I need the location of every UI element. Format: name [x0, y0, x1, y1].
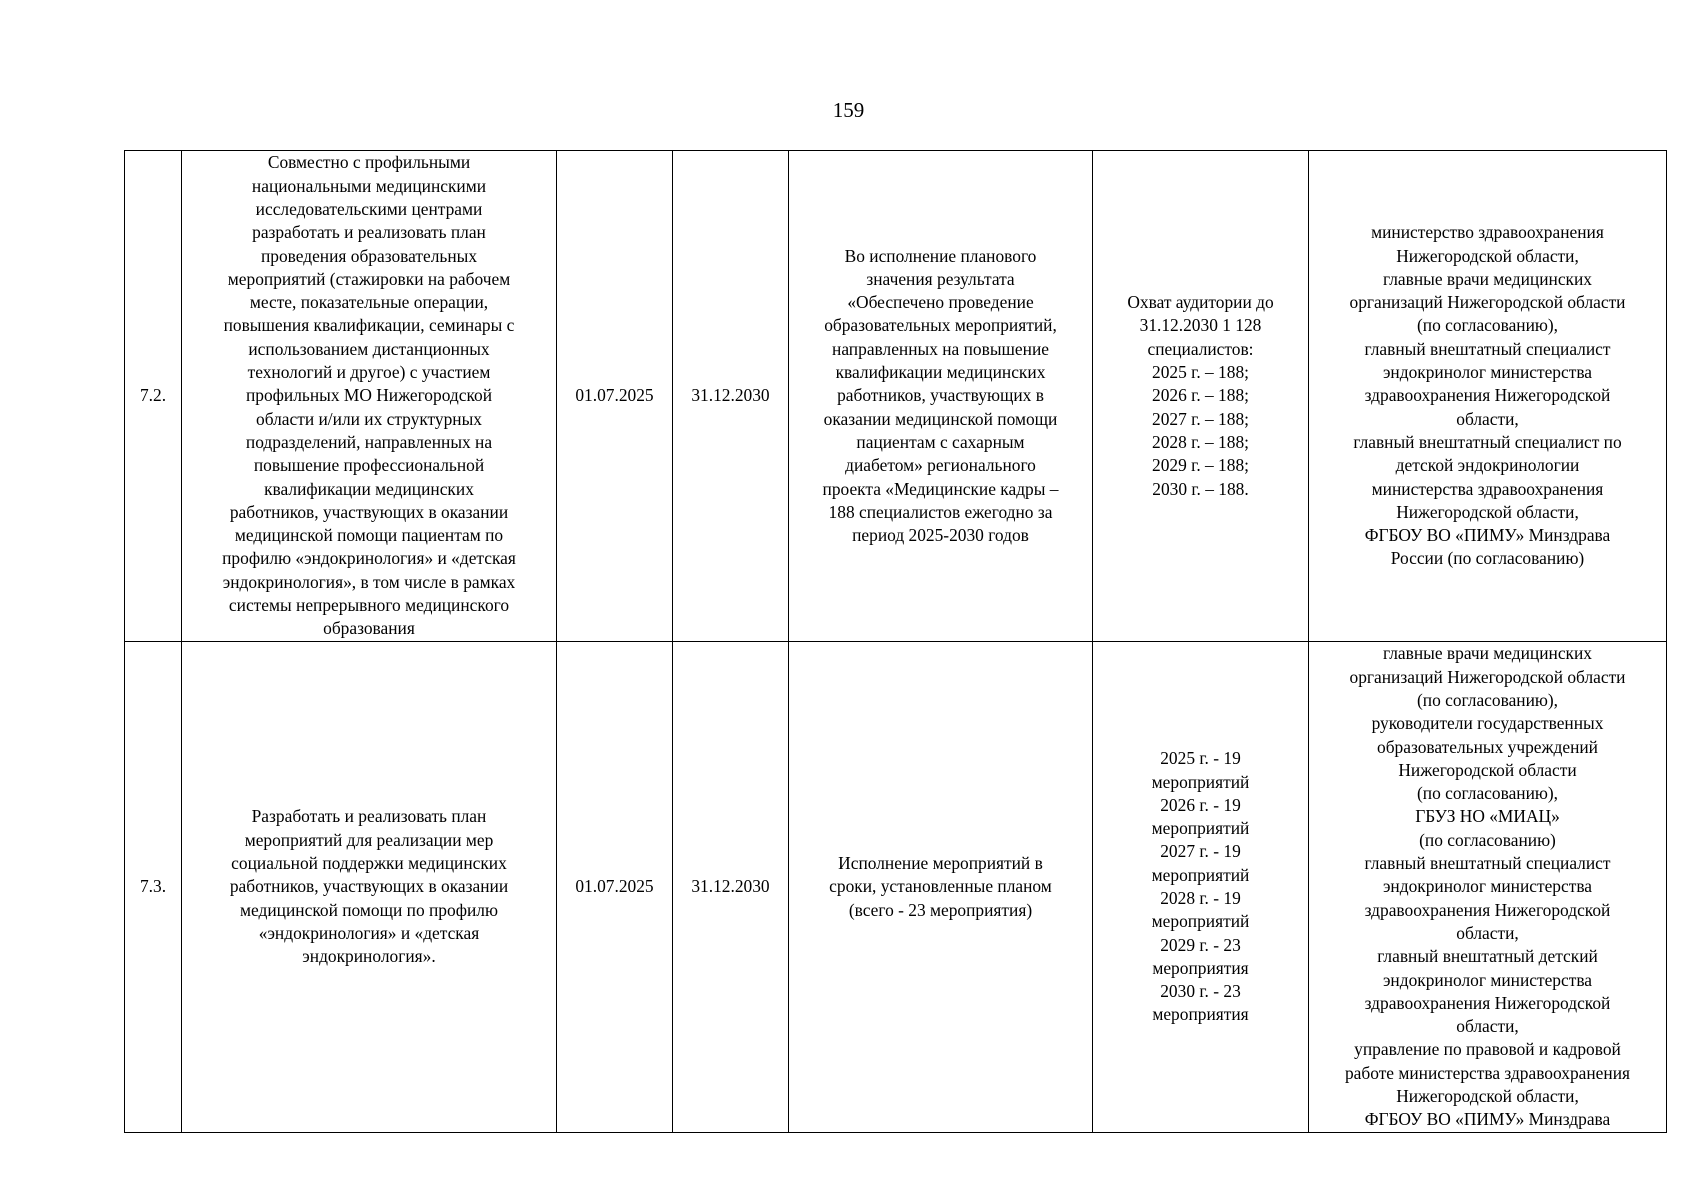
text-line: мероприятий: [1151, 864, 1250, 885]
table-row: [125, 151, 1667, 642]
text-line: мероприятий: [1151, 818, 1250, 839]
text-line: главный внештатный специалист по: [1353, 431, 1622, 452]
text-line: технологий и другое) с участием: [247, 362, 491, 383]
text-line: здравоохранения Нижегородской: [1364, 385, 1611, 406]
text-line: Совместно с профильными: [267, 152, 471, 173]
text-line: использованием дистанционных: [248, 338, 490, 359]
text-line: подразделений, направленных на: [245, 431, 493, 452]
text-line: ФГБОУ ВО «ПИМУ» Минздрава: [1364, 1109, 1611, 1130]
text-line: эндокринология».: [302, 946, 436, 967]
text-line: проекта «Медицинские кадры –: [822, 478, 1059, 499]
responsible-cell: [1309, 151, 1667, 642]
text-line: Исполнение мероприятий в: [838, 853, 1043, 874]
text-line: детской эндокринологии: [1395, 455, 1580, 476]
text-line: главный внештатный специалист: [1364, 853, 1611, 874]
text-line: 2027 г. – 188;: [1152, 408, 1249, 429]
text-line: социальной поддержки медицинских: [231, 853, 507, 874]
text-line: разработать и реализовать план: [252, 222, 486, 243]
text-line: (по согласованию),: [1416, 689, 1559, 710]
text-line: «эндокринология» и «детская: [258, 922, 480, 943]
text-line: проведения образовательных: [260, 245, 478, 266]
start-date-cell: 01.07.2025: [557, 642, 673, 1133]
indicator-cell: [1093, 642, 1309, 1133]
text-line: министерство здравоохранения: [1371, 222, 1604, 243]
text-line: образовательных учреждений: [1377, 736, 1598, 757]
text-line: (по согласованию): [1419, 829, 1556, 850]
text-line: главные врачи медицинских: [1383, 643, 1592, 664]
page-number: 159: [832, 98, 865, 122]
row-number-cell: 7.2.: [125, 151, 182, 642]
text-line: медицинской помощи по профилю: [240, 899, 498, 920]
text-line: месте, показательные операции,: [249, 292, 489, 313]
text-line: мероприятия: [1152, 957, 1249, 978]
text-line: организаций Нижегородской области: [1349, 666, 1626, 687]
text-line: Нижегородской области,: [1396, 501, 1579, 522]
text-line: сроки, установленные планом: [829, 876, 1052, 897]
text-line: здравоохранения Нижегородской: [1364, 899, 1611, 920]
text-line: министерства здравоохранения: [1371, 478, 1604, 499]
text-line: 2029 г. – 188;: [1152, 455, 1249, 476]
text-line: эндокринолог министерства: [1382, 969, 1593, 990]
text-line: национальными медицинскими: [251, 175, 487, 196]
text-line: 2028 г. – 188;: [1152, 431, 1249, 452]
text-line: мероприятия: [1152, 1004, 1249, 1025]
text-line: системы непрерывного медицинского: [228, 595, 510, 616]
text-line: здравоохранения Нижегородской: [1364, 992, 1611, 1013]
text-line: направленных на повышение: [832, 338, 1049, 359]
table-row: [125, 642, 1667, 1133]
text-line: исследовательскими центрами: [255, 198, 483, 219]
text-line: 2026 г. - 19: [1160, 794, 1241, 815]
text-line: управление по правовой и кадровой: [1354, 1039, 1621, 1060]
text-line: 188 специалистов ежегодно за: [828, 501, 1053, 522]
text-line: значения результата: [866, 268, 1015, 289]
result-cell: [789, 151, 1093, 642]
text-line: эндокринолог министерства: [1382, 876, 1593, 897]
text-line: Нижегородской области: [1398, 759, 1577, 780]
start-date-cell: 01.07.2025: [557, 151, 673, 642]
text-line: руководители государственных: [1371, 713, 1604, 734]
text-line: работников, участвующих в оказании: [229, 876, 509, 897]
text-line: ГБУЗ НО «МИАЦ»: [1415, 806, 1560, 827]
end-date-cell: 31.12.2030: [673, 151, 789, 642]
text-line: ФГБОУ ВО «ПИМУ» Минздрава: [1364, 525, 1611, 546]
task-cell: [182, 642, 557, 1133]
text-line: эндокринология», в том числе в рамках: [222, 571, 516, 592]
text-line: (всего - 23 мероприятия): [848, 899, 1033, 920]
row-number-cell: 7.3.: [125, 642, 182, 1133]
text-line: (по согласованию),: [1416, 783, 1559, 804]
text-line: 31.12.2030 1 128: [1139, 315, 1262, 336]
text-line: 2025 г. – 188;: [1152, 362, 1249, 383]
text-line: области,: [1456, 408, 1519, 429]
text-line: организаций Нижегородской области: [1349, 292, 1626, 313]
task-cell: [182, 151, 557, 642]
text-line: повышение профессиональной: [253, 455, 485, 476]
text-line: 2030 г. – 188.: [1152, 478, 1249, 499]
text-line: (по согласованию),: [1416, 315, 1559, 336]
text-line: повышения квалификации, семинары с: [223, 315, 515, 336]
text-line: 2029 г. - 23: [1160, 934, 1241, 955]
text-line: Нижегородской области,: [1396, 1086, 1579, 1107]
plan-table: [124, 150, 1667, 1133]
text-line: работников, участвующих в: [837, 385, 1044, 406]
text-line: мероприятий для реализации мер: [244, 829, 494, 850]
text-line: 2030 г. - 23: [1160, 981, 1241, 1002]
text-line: области,: [1456, 922, 1519, 943]
text-line: образования: [323, 618, 415, 639]
text-line: диабетом» регионального: [845, 455, 1036, 476]
text-line: образовательных мероприятий,: [824, 315, 1057, 336]
text-line: Во исполнение планового: [844, 245, 1037, 266]
text-line: оказании медицинской помощи: [823, 408, 1058, 429]
text-line: медицинской помощи пациентам по: [234, 525, 504, 546]
text-line: квалификации медицинских: [835, 362, 1046, 383]
text-line: мероприятий: [1151, 911, 1250, 932]
text-line: профильных МО Нижегородской: [245, 385, 493, 406]
text-line: Разработать и реализовать план: [251, 806, 487, 827]
text-line: профилю «эндокринология» и «детская: [222, 548, 516, 569]
text-line: период 2025-2030 годов: [852, 525, 1029, 546]
text-line: 2025 г. - 19: [1160, 748, 1241, 769]
text-line: Нижегородской области,: [1396, 245, 1579, 266]
text-line: 2028 г. - 19: [1160, 888, 1241, 908]
text-line: работе министерства здравоохранения: [1344, 1062, 1631, 1083]
text-line: главный внештатный детский: [1377, 946, 1598, 967]
text-line: Охват аудитории до: [1127, 292, 1274, 313]
responsible-cell: [1309, 642, 1667, 1133]
text-line: 2027 г. - 19: [1160, 841, 1241, 862]
text-line: области и/или их структурных: [256, 408, 482, 429]
end-date-cell: 31.12.2030: [673, 642, 789, 1133]
text-line: России (по согласованию): [1390, 548, 1585, 569]
text-line: «Обеспечено проведение: [847, 292, 1034, 313]
text-line: мероприятий: [1151, 771, 1250, 792]
indicator-cell: [1093, 151, 1309, 642]
text-line: работников, участвующих в оказании: [229, 501, 509, 522]
text-line: 2026 г. – 188;: [1152, 385, 1249, 406]
text-line: квалификации медицинских: [264, 478, 474, 499]
text-line: области,: [1456, 1016, 1519, 1037]
text-line: специалистов:: [1147, 338, 1254, 359]
text-line: эндокринолог министерства: [1382, 362, 1593, 383]
text-line: главный внештатный специалист: [1364, 338, 1611, 359]
result-cell: [789, 642, 1093, 1133]
text-line: пациентам с сахарным: [856, 431, 1025, 452]
text-line: главные врачи медицинских: [1383, 268, 1592, 289]
text-line: мероприятий (стажировки на рабочем: [227, 268, 511, 289]
